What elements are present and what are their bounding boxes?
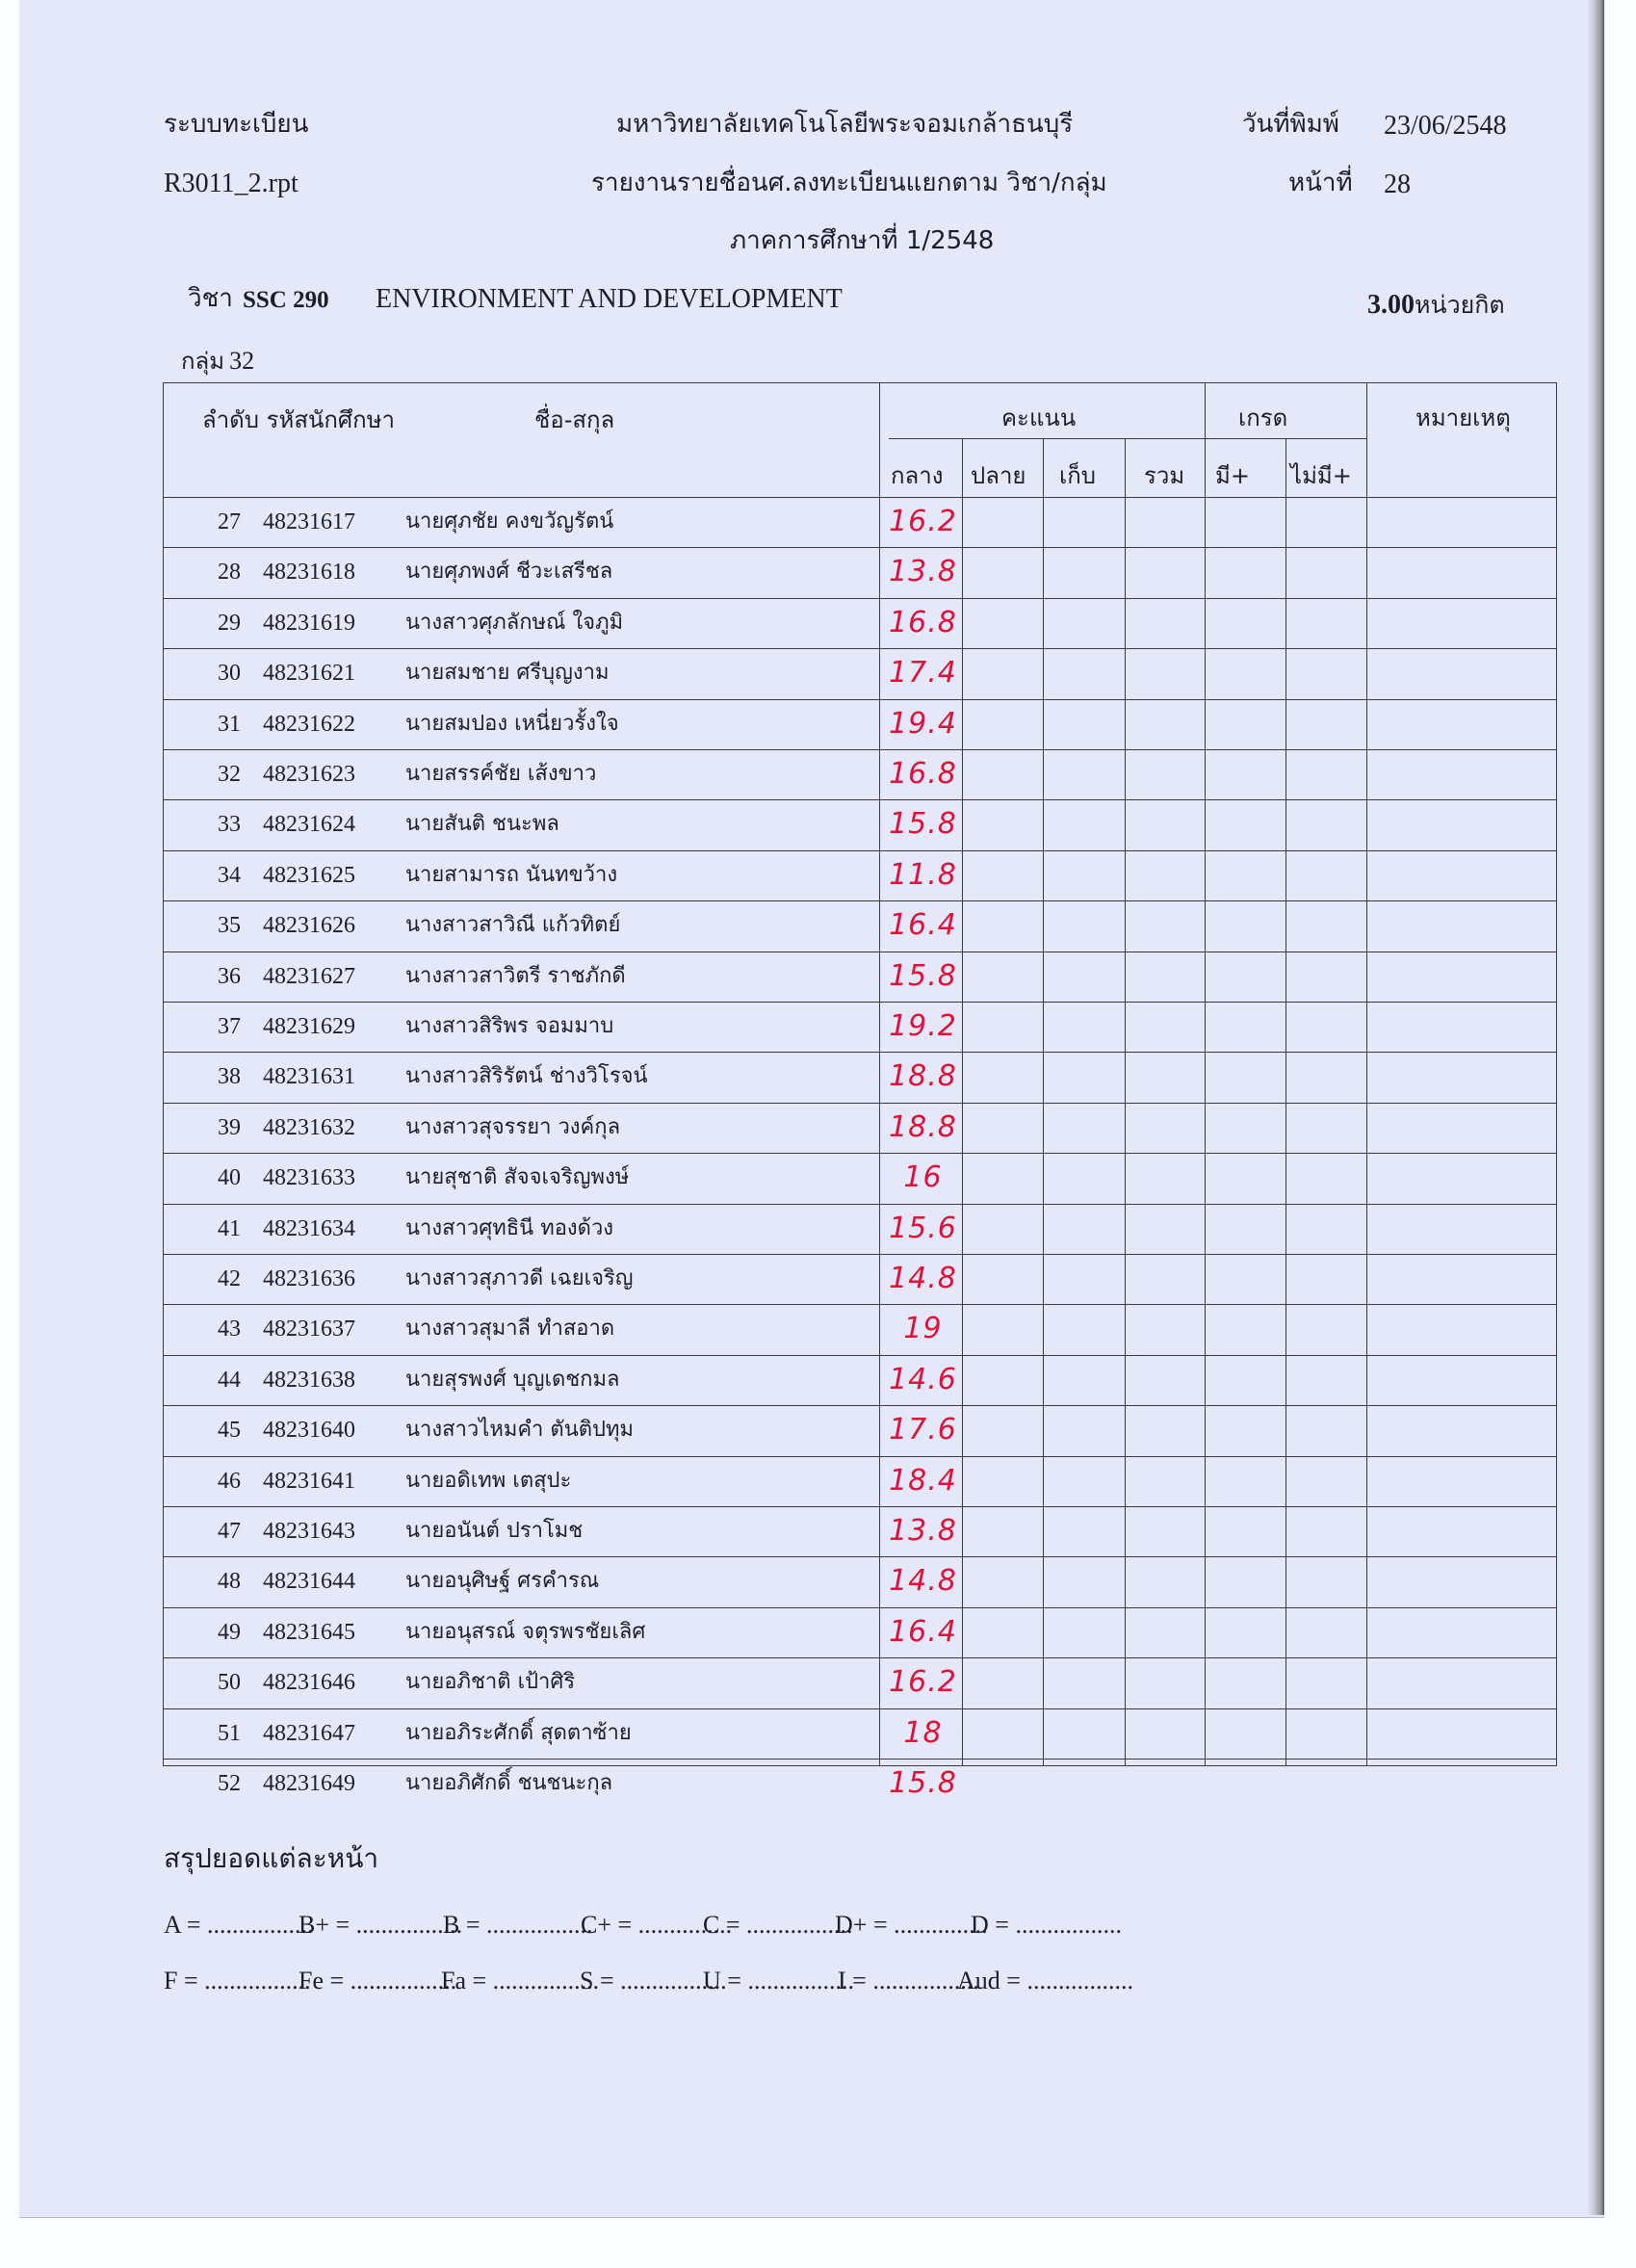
row-number: 36 (218, 963, 241, 989)
summary-grade-count: C = ................. (703, 1911, 853, 1939)
table-row (164, 1506, 1558, 1556)
midterm-score: 14.8 (889, 1564, 957, 1599)
header-total: รวม (1144, 462, 1185, 489)
student-id: 48231618 (263, 560, 355, 586)
row-number: 33 (218, 812, 241, 838)
student-name: นางสาวสาวิณี แก้วทิตย์ (405, 913, 621, 938)
row-number: 42 (218, 1266, 241, 1291)
row-number: 32 (218, 762, 241, 787)
row-number: 34 (218, 862, 241, 888)
group (181, 342, 254, 379)
report-title: รายงานรายชื่อนศ.ลงทะเบียนแยกตาม วิชา/กลุ่ม (591, 169, 1107, 197)
university-name: มหาวิทยาลัยเทคโนโลยีพระจอมเกล้าธนบุรี (616, 110, 1074, 139)
student-name: นายสันติ ชนะพล (405, 812, 559, 837)
student-id: 48231641 (263, 1468, 355, 1494)
midterm-score: 18.8 (889, 1059, 957, 1094)
row-number: 40 (218, 1165, 241, 1191)
table-row (164, 1002, 1558, 1052)
student-id: 48231643 (263, 1519, 355, 1544)
summary-grade-count: I = ................. (838, 1967, 979, 1994)
student-name: นายอดิเทพ เตสุปะ (405, 1468, 572, 1493)
student-name: นางสาวศุภลักษณ์ ใจภูมิ (405, 610, 624, 635)
table-row (164, 1657, 1558, 1708)
course-label: วิชา (188, 284, 233, 313)
student-name: นายอภิศักดิ์ ชนชนะกุล (405, 1771, 613, 1795)
row-number: 31 (218, 711, 241, 737)
header-remarks: หมายเหตุ (1415, 404, 1511, 431)
grade-subheader-line (1182, 438, 1366, 439)
row-number: 50 (218, 1670, 241, 1696)
report-file: R3011_2.rpt (164, 169, 299, 198)
student-id: 48231649 (263, 1771, 355, 1796)
header-no-id: ลำดับ รหัสนักศึกษา (202, 406, 395, 433)
student-name: นายสมปอง เหนี่ยวรั้งใจ (405, 711, 619, 736)
semester: ภาคการศึกษาที่ 1/2548 (730, 226, 995, 255)
row-number: 44 (218, 1367, 241, 1393)
student-id: 48231622 (263, 711, 355, 737)
table-row (164, 1052, 1558, 1102)
summary-grade-count: B = ................. (443, 1911, 593, 1939)
credits-label: หน่วยกิต (1415, 291, 1505, 319)
midterm-score: 18.4 (889, 1463, 957, 1498)
header-score-group: คะแนน (1001, 404, 1077, 431)
student-name: นางสาวสิริรัตน์ ช่างวิโรจน์ (405, 1064, 648, 1089)
row-number: 35 (218, 913, 241, 939)
midterm-score: 15.8 (889, 807, 957, 842)
midterm-score: 18 (903, 1715, 943, 1750)
row-number: 29 (218, 610, 241, 636)
student-name: นางสาวศุทธินี ทองด้วง (405, 1215, 614, 1240)
student-id: 48231633 (263, 1165, 355, 1191)
summary-grade-count: Fe = ................. (299, 1967, 457, 1994)
student-id: 48231627 (263, 963, 355, 989)
table-row (164, 497, 1558, 547)
student-name: นายสุรพงศ์ บุญเดชกมล (405, 1367, 620, 1392)
summary-grade-count: A = ................. (164, 1911, 314, 1939)
row-number: 28 (218, 560, 241, 586)
summary-grade-count: F = ................. (164, 1967, 311, 1994)
student-name: นายสุชาติ สัจจเจริญพงษ์ (405, 1165, 630, 1190)
student-name: นายสามารถ นันทขว้าง (405, 862, 618, 887)
midterm-score: 16.2 (889, 1665, 957, 1700)
student-name: นางสาวสุมาลี ทำสอาด (405, 1316, 615, 1342)
student-id: 48231619 (263, 610, 355, 636)
midterm-score: 16.4 (889, 908, 957, 943)
summary-title: สรุปยอดแต่ละหน้า (164, 1842, 379, 1874)
midterm-score: 16.8 (889, 757, 957, 791)
midterm-score: 14.8 (889, 1262, 957, 1295)
table-row (164, 547, 1558, 597)
student-id: 48231625 (263, 862, 355, 888)
table-row (164, 952, 1558, 1002)
summary-grade-count: S = ................. (580, 1967, 727, 1994)
summary-grade-count: B+ = ................. (299, 1911, 463, 1939)
midterm-score: 15.8 (889, 1766, 957, 1800)
table-row (164, 1103, 1558, 1153)
student-id: 48231634 (263, 1215, 355, 1241)
print-date: 23/06/2548 (1384, 111, 1507, 141)
student-id: 48231631 (263, 1064, 355, 1090)
score-subheader-line (889, 438, 1182, 439)
table-row (164, 1759, 1558, 1809)
student-name: นางสาวสาวิตรี ราชภักดี (405, 963, 626, 988)
midterm-score: 17.6 (889, 1413, 957, 1447)
paper-edge-shadow (1587, 0, 1604, 2215)
row-number: 38 (218, 1064, 241, 1090)
table-row (164, 900, 1558, 951)
row-number: 41 (218, 1215, 241, 1241)
student-id: 48231646 (263, 1670, 355, 1696)
midterm-score: 19.4 (889, 706, 957, 741)
course-name: ENVIRONMENT AND DEVELOPMENT (376, 284, 843, 314)
header-final: ปลาย (971, 462, 1026, 489)
row-number: 39 (218, 1114, 241, 1140)
student-id: 48231623 (263, 762, 355, 787)
midterm-score: 18.8 (889, 1109, 957, 1144)
row-number: 30 (218, 661, 241, 687)
midterm-score: 13.8 (889, 555, 957, 589)
row-number: 47 (218, 1519, 241, 1544)
midterm-score: 16.8 (889, 605, 957, 639)
midterm-score: 16 (903, 1160, 943, 1195)
row-number: 51 (218, 1720, 241, 1746)
student-table (163, 382, 1557, 1800)
row-number: 48 (218, 1569, 241, 1595)
row-number: 52 (218, 1771, 241, 1796)
summary-grade-count: Aud = ................. (957, 1967, 1133, 1994)
student-name: นายสรรค์ชัย เส้งขาว (405, 762, 597, 786)
table-row (164, 799, 1558, 849)
student-id: 48231624 (263, 812, 355, 838)
summary-grade-count: U = ................. (703, 1967, 854, 1994)
midterm-score: 19.2 (889, 1009, 957, 1043)
row-number: 45 (218, 1418, 241, 1444)
student-id: 48231621 (263, 661, 355, 687)
student-id: 48231645 (263, 1619, 355, 1645)
table-row (164, 1153, 1558, 1203)
credits (1367, 286, 1505, 325)
row-number: 27 (218, 509, 241, 534)
row-number: 46 (218, 1468, 241, 1494)
student-id: 48231640 (263, 1418, 355, 1444)
student-name: นายศุภชัย คงขวัญรัตน์ (405, 509, 614, 534)
student-id: 48231632 (263, 1114, 355, 1140)
student-name: นายอนุสรณ์ จตุรพรชัยเลิศ (405, 1619, 646, 1644)
midterm-score: 11.8 (889, 857, 957, 892)
table-row (164, 1254, 1558, 1304)
student-name: นายศุภพงศ์ ชีวะเสรีชล (405, 560, 613, 585)
header-grade-group: เกรด (1238, 404, 1288, 431)
student-id: 48231636 (263, 1266, 355, 1291)
summary-grade-count: D = ................. (971, 1911, 1122, 1939)
print-date-label: วันที่พิมพ์ (1242, 110, 1339, 139)
student-id: 48231638 (263, 1367, 355, 1393)
table-row (164, 699, 1558, 749)
midterm-score: 17.4 (889, 656, 957, 691)
header-midterm: กลาง (891, 462, 944, 489)
summary-grade-count: D+ = ............... (835, 1911, 988, 1939)
midterm-score: 16.2 (889, 505, 957, 538)
student-id: 48231647 (263, 1720, 355, 1746)
group-number: 32 (229, 347, 255, 375)
table-row (164, 1304, 1558, 1354)
table-row (164, 648, 1558, 698)
student-name: นายอภิระศักดิ์ สุดตาซ้าย (405, 1720, 632, 1745)
student-name: นางสาวสุจรรยา วงค์กุล (405, 1114, 621, 1139)
student-name: นางสาวไหมคำ ตันติปทุม (405, 1418, 634, 1443)
table-row (164, 1405, 1558, 1455)
table-row (164, 1556, 1558, 1606)
midterm-score: 15.6 (889, 1211, 957, 1245)
student-name: นายอภิชาติ เป้าศิริ (405, 1670, 576, 1695)
summary-grade-count: Fa = ................. (441, 1967, 600, 1994)
student-id: 48231637 (263, 1316, 355, 1343)
student-name: นางสาวสุภาวดี เฉยเจริญ (405, 1266, 634, 1290)
system-label: ระบบทะเบียน (164, 110, 309, 139)
header-name: ชื่อ-สกุล (534, 406, 615, 433)
student-name: นายสมชาย ศรีบุญงาม (405, 661, 610, 686)
midterm-score: 15.8 (889, 958, 957, 993)
table-row (164, 1355, 1558, 1405)
student-id: 48231626 (263, 913, 355, 939)
table-row (164, 1708, 1558, 1759)
page-label: หน้าที่ (1288, 169, 1353, 197)
student-id: 48231644 (263, 1569, 355, 1595)
table-row (164, 1204, 1558, 1254)
midterm-score: 14.6 (889, 1362, 957, 1396)
course-code: SSC 290 (243, 287, 329, 313)
row-number: 49 (218, 1619, 241, 1645)
row-number: 43 (218, 1316, 241, 1343)
table-row (164, 1456, 1558, 1506)
student-name: นายอนุศิษฐ์ ศรคำรณ (405, 1569, 600, 1594)
table-row (164, 850, 1558, 900)
student-id: 48231629 (263, 1014, 355, 1039)
table-row (164, 598, 1558, 648)
midterm-score: 16.4 (889, 1614, 957, 1649)
row-number: 37 (218, 1014, 241, 1039)
midterm-score: 13.8 (889, 1514, 957, 1548)
midterm-score: 19 (903, 1312, 943, 1346)
student-name: นายอนันต์ ปราโมช (405, 1519, 584, 1543)
header-coursework: เก็บ (1059, 462, 1096, 489)
group-label: กลุ่ม (181, 348, 225, 375)
student-name: นางสาวสิริพร จอมมาบ (405, 1014, 614, 1038)
summary-grade-count: C+ = ............... (581, 1911, 733, 1939)
header-with-plus: มี+ (1215, 462, 1250, 489)
table-row (164, 749, 1558, 799)
student-id: 48231617 (263, 509, 355, 534)
credits-value: 3.00 (1367, 290, 1415, 320)
table-row (164, 1607, 1558, 1657)
page-number: 28 (1384, 169, 1411, 199)
header-without-plus: ไม่มี+ (1290, 462, 1352, 489)
